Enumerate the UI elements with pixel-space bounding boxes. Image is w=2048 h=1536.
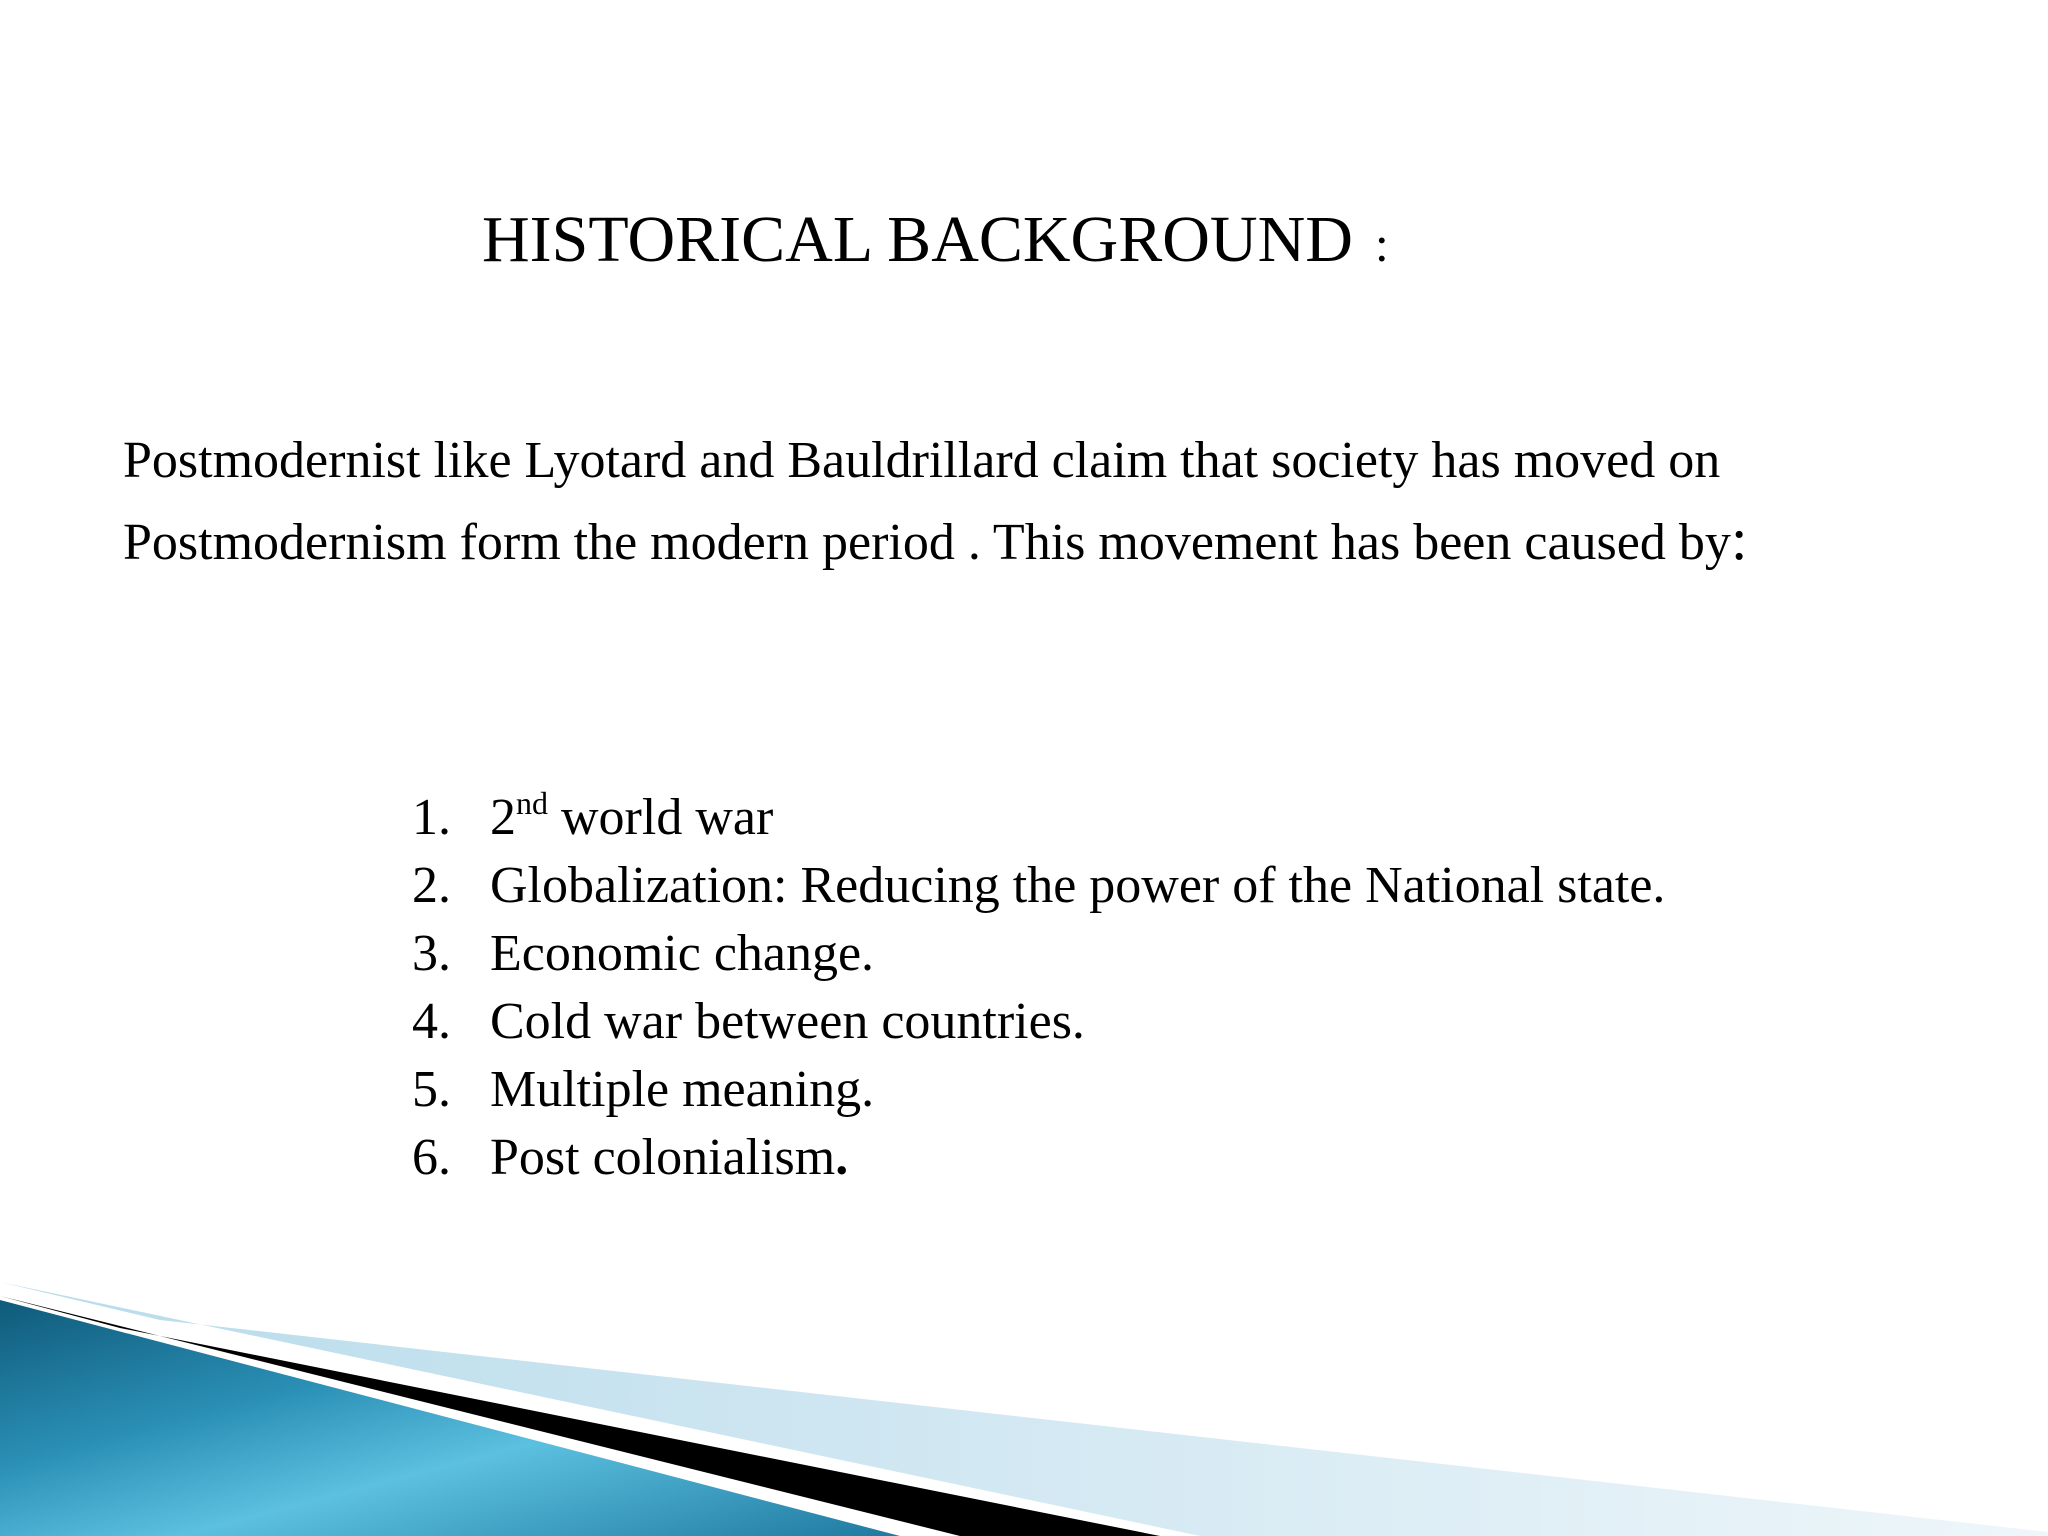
- slide-title: [482, 200, 1389, 284]
- intro-line-2-text: Postmodernism form the modern period . This movement has been caused by: [123, 514, 1731, 571]
- list-text: Economic change.: [490, 925, 875, 982]
- list-text: Cold war between countries.: [490, 993, 1085, 1050]
- list-text: [490, 784, 773, 852]
- intro-line-2: [123, 500, 2003, 582]
- list-number: 5.: [412, 1061, 451, 1118]
- list-text-end: .: [835, 1129, 849, 1186]
- list-text: Multiple meaning.: [490, 1061, 875, 1118]
- list-item: [412, 1056, 1665, 1124]
- title-colon: :: [1374, 216, 1389, 272]
- list-text-main: Post colonialism: [490, 1129, 836, 1186]
- list-text-rest: world war: [548, 789, 774, 846]
- ordinal-number: 2: [490, 789, 516, 846]
- intro-paragraph: [123, 422, 2003, 582]
- list-item: [412, 784, 1665, 852]
- list-number: 3.: [412, 925, 451, 982]
- list-item: [412, 920, 1665, 988]
- list-item: [412, 852, 1665, 920]
- list-text: [490, 1124, 848, 1192]
- list-number: 4.: [412, 993, 451, 1050]
- ordinal-suffix: nd: [516, 785, 548, 821]
- list-text: Globalization: Reducing the power of the National state.: [490, 857, 1666, 914]
- intro-colon: :: [1730, 506, 1748, 572]
- list-number: 1.: [412, 789, 451, 846]
- list-number: 2.: [412, 857, 451, 914]
- list-item: [412, 988, 1665, 1056]
- decorative-wave: [0, 1280, 2048, 1536]
- list-item: [412, 1124, 1665, 1192]
- intro-line-1: Postmodernist like Lyotard and Bauldrillard claim that society has moved on: [123, 432, 1721, 489]
- causes-list: [412, 784, 1665, 1192]
- title-text: HISTORICAL BACKGROUND: [482, 203, 1353, 276]
- list-number: 6.: [412, 1129, 451, 1186]
